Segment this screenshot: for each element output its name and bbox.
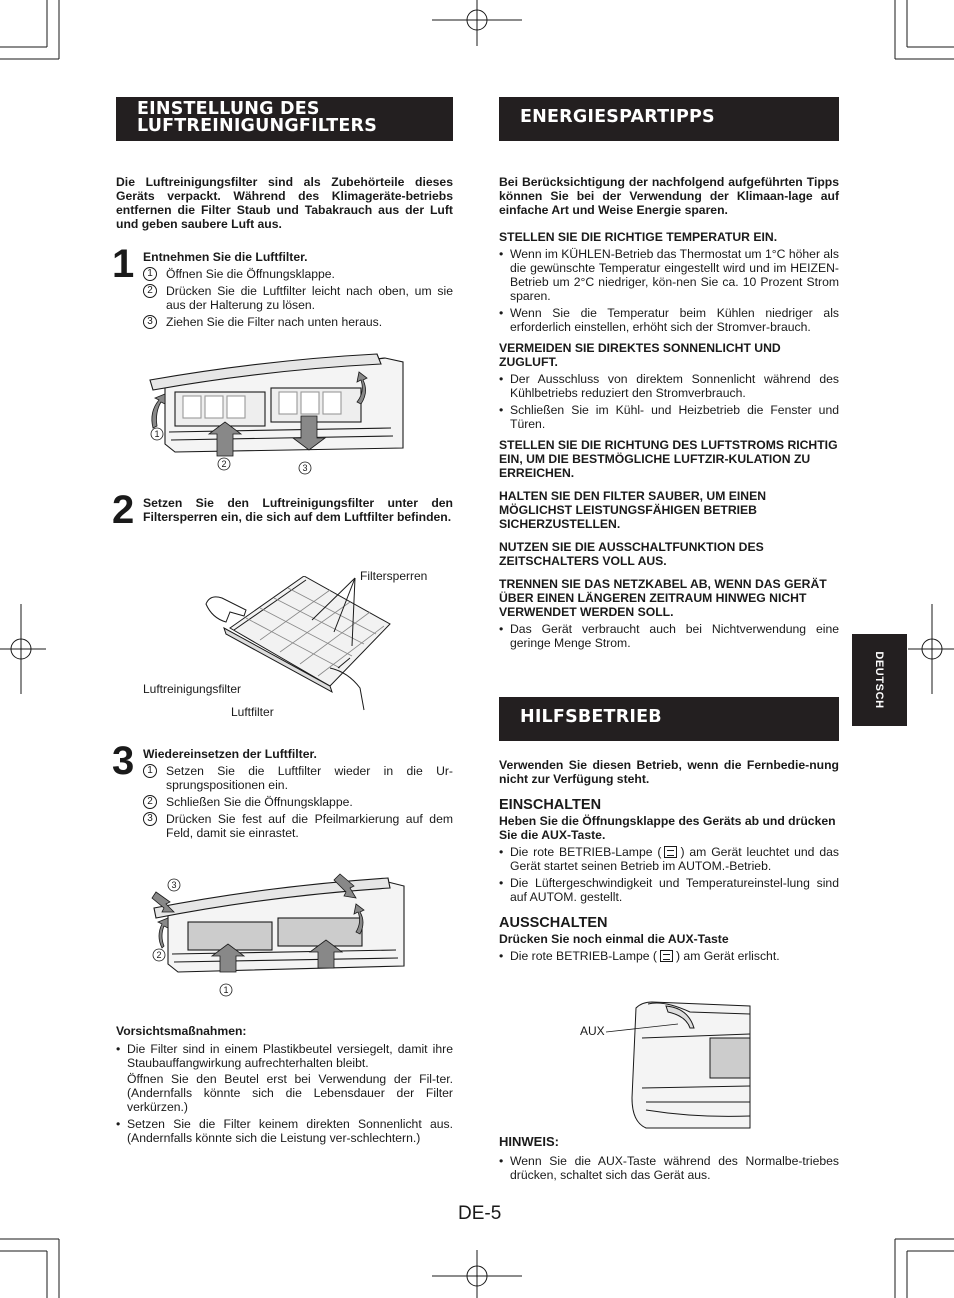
caution-item: • Setzen Sie die Filter keinem direkten Sonnenlicht aus. (Andernfalls könnte sich die Leistung ver-schlechtern.): [116, 1117, 453, 1145]
step-number: 1: [112, 242, 135, 286]
step-title: Entnehmen Sie die Luftfilter.: [143, 250, 308, 264]
operation-lamp-icon: [664, 846, 677, 858]
step-2: [112, 488, 453, 532]
tip-heading-unplug: TRENNEN SIE DAS NETZKABEL AB, WENN DAS GERÄT ÜBER EINEN LÄNGEREN ZEITRAUM HINWEG NICHT VERWENDET WERDEN SOLL.: [499, 577, 827, 619]
step-substep: 1 Setzen Sie die Luftfilter wieder in die Ur-sprungspositionen ein.: [143, 764, 453, 792]
section-title-line2: LUFTREINIGUNGFILTERS: [137, 116, 378, 136]
step-number: 2: [112, 488, 135, 532]
tip-item: • Der Ausschluss von direktem Sonnenlicht während des Kühlbetriebs reduziert den Stromverbrauch.: [499, 372, 839, 400]
language-tab: [852, 634, 907, 726]
step-title: Wiedereinsetzen der Luftfilter.: [143, 747, 317, 761]
aux-item: • Die rote BETRIEB-Lampe ( ) am Gerät erlischt.: [499, 949, 839, 963]
tip-item: • Schließen Sie im Kühl- und Heizbetrieb die Fenster und Türen.: [499, 403, 839, 431]
aux-section: [499, 697, 839, 966]
aux-item: • Die rote BETRIEB-Lampe ( ) am Gerät leuchtet und das Gerät startet seinen Betrieb im AUTOM.-Betrieb.: [499, 845, 839, 873]
tip-heading-filter: HALTEN SIE DEN FILTER SAUBER, UM EINEN MÖGLICHST LEISTUNGSFÄHIGEN BETRIEB SICHERZUSTELLEN.: [499, 489, 767, 531]
svg-text:2: 2: [221, 459, 227, 469]
tip-item: • Das Gerät verbraucht auch bei Nichtverwendung eine geringe Menge Strom.: [499, 622, 839, 650]
page-number: DE-5: [458, 1203, 502, 1224]
step-substep: 2 Schließen Sie die Öffnungsklappe.: [143, 795, 453, 809]
tip-item: • Wenn im KÜHLEN-Betrieb das Thermostat um 1°C höher als die gewünschte Temperatur eingestellt wird und im HEIZEN-Betrieb um 2°C niedriger, kön-nen Sie ca. 10 Prozent Strom sparen.: [499, 247, 839, 303]
on-subtitle: Heben Sie die Öffnungsklappe des Geräts ab und drücken Sie die AUX-Taste.: [499, 814, 836, 842]
left-column: [112, 97, 453, 332]
step-substep: 3 Drücken Sie fest auf die Pfeilmarkierung auf dem Feld, damit sie einrastet.: [143, 812, 453, 840]
language-tab-label: DEUTSCH: [873, 651, 885, 709]
tip-heading-sunlight: VERMEIDEN SIE DIREKTES SONNENLICHT UND ZUGLUFT.: [499, 341, 781, 369]
aux-button-illustration: [606, 998, 752, 1130]
label-aux: AUX: [580, 1024, 605, 1038]
svg-text:3: 3: [302, 463, 308, 473]
filter-removal-illustration: [145, 352, 407, 477]
tip-heading-airflow: STELLEN SIE DIE RICHTUNG DES LUFTSTROMS RICHTIG EIN, UM DIE BESTMÖGLICHE LUFTZIR-KULATION ZU ERREICHEN.: [499, 438, 838, 480]
off-title: AUSSCHALTEN: [499, 915, 608, 931]
step-substep: 3 Ziehen Sie die Filter nach unten heraus.: [143, 315, 453, 329]
step-substep: 2 Drücken Sie die Luftfilter leicht nach oben, um sie aus der Halterung zu lösen.: [143, 284, 453, 312]
svg-text:1: 1: [154, 429, 160, 439]
step-1: [112, 242, 453, 329]
tip-heading-timer: NUTZEN SIE DIE AUSSCHALTFUNKTION DES ZEITSCHALTERS VOLL AUS.: [499, 540, 764, 568]
filter-reinsert-illustration: [148, 868, 408, 998]
aux-item: • Die Lüftergeschwindigkeit und Temperatureinstel-lung sind auf AUTOM. gestellt.: [499, 876, 839, 904]
right-column: [499, 97, 839, 653]
tip-heading-temperature: STELLEN SIE DIE RICHTIGE TEMPERATUR EIN.: [499, 230, 778, 244]
note-item: • Wenn Sie die AUX-Taste während des Normalbe-triebes drücken, schaltet sich das Gerät aus.: [499, 1154, 839, 1182]
operation-lamp-icon: [660, 950, 673, 962]
off-subtitle: Drücken Sie noch einmal die AUX-Taste: [499, 932, 729, 946]
cautions-title: Vorsichtsmaßnahmen:: [116, 1024, 247, 1038]
step-title: Setzen Sie den Luftreinigungsfilter unter den Filtersperren ein, die sich auf dem Luftfilter befinden.: [143, 496, 453, 524]
on-title: EINSCHALTEN: [499, 797, 602, 813]
filter-intro: Die Luftreinigungsfilter sind als Zubehörteile dieses Geräts verpackt. Während des Klimageräte-betriebs entfernen die Filter Staub und Tabakrauch aus der Luft und geben saubere Luft aus.: [116, 175, 453, 231]
cautions: [116, 1024, 453, 1148]
energy-section-heading: ENERGIESPARTIPPS: [499, 97, 839, 141]
svg-text:2: 2: [156, 950, 162, 960]
aux-intro: Verwenden Sie diesen Betrieb, wenn die Fernbedie-nung nicht zur Verfügung steht.: [499, 758, 839, 786]
filter-section-heading: [116, 97, 453, 141]
step-3: [112, 739, 453, 843]
label-filtersperren: Filtersperren: [360, 569, 428, 583]
note-title: HINWEIS:: [499, 1134, 559, 1149]
aux-section-heading: HILFSBETRIEB: [499, 697, 839, 741]
step-number: 3: [112, 739, 135, 783]
section-title-line1: EINSTELLUNG DES: [137, 99, 320, 119]
label-luftfilter: Luftfilter: [231, 705, 274, 719]
note: [499, 1134, 839, 1185]
tip-item: • Wenn Sie die Temperatur beim Kühlen niedriger als erforderlich einstellen, erhöht sich der Stromver-brauch.: [499, 306, 839, 334]
svg-text:3: 3: [171, 880, 177, 890]
label-luftreinigungsfilter: Luftreinigungsfilter: [143, 682, 242, 696]
step-substep: 1 Öffnen Sie die Öffnungsklappe.: [143, 267, 453, 281]
caution-item: • Die Filter sind in einem Plastikbeutel versiegelt, damit ihre Staubauffangwirkung aufrechterhalten bleibt. Öffnen Sie den Beutel erst bei Verwendung der Fil-ter. (Andernfalls könnte sich die Lebensdauer der Filter verkürzen.): [116, 1042, 453, 1114]
svg-text:1: 1: [223, 985, 229, 995]
energy-intro: Bei Berücksichtigung der nachfolgend aufgeführten Tipps können Sie bei der Verwendung der Klimaan-lage auf einfache Art und Weise Energie sparen.: [499, 175, 839, 217]
